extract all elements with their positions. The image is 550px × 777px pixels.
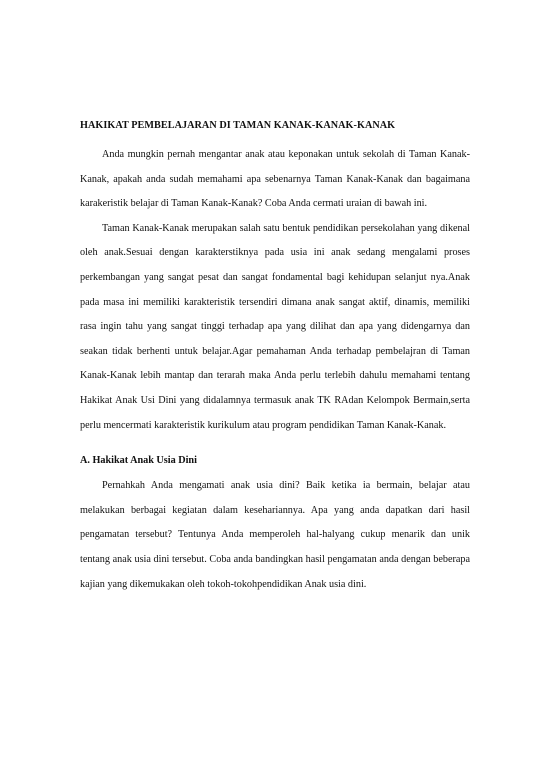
body-paragraph: Taman Kanak-Kanak merupakan salah satu bentuk pendidikan persekolahan yang dikenal oleh anak.Sesuai dengan karakterstiknya pada usia ini anak sedang mengalami proses perkembangan yang sangat pesat dan sangat fondamental bagi kehidupan selanjut nya.Anak pada masa ini memiliki karakteristik tersendiri dimana anak sangat aktif, dinamis, memiliki rasa ingin tahu yang sangat tinggi terhadap apa yang dilihat dan apa yang didengarnya dan seakan tidak berhenti untuk belajar.Agar pemahaman Anda terhadap pembelajran di Taman Kanak-Kanak lebih mantap dan terarah maka Anda perlu terlebih dahulu memahami tentang Hakikat Anak Usi Dini yang didalamnya termasuk anak TK RAdan Kelompok Bermain,serta perlu mencermati karakteristik kurikulum atau program pendidikan Taman Kanak-Kanak. (80, 222, 470, 431)
document-title: HAKIKAT PEMBELAJARAN DI TAMAN KANAK-KANAK-KANAK (80, 120, 396, 131)
section-paragraph: Pernahkah Anda mengamati anak usia dini? Baik ketika ia bermain, belajar atau melakukan berbagai kegiatan dalam kesehariannya. Apa yang anda dapatkan dari hasil pengamatan tersebut? Tentunya Anda memperoleh hal-halyang cukup menarik dan unik tentang anak usia dini tersebut. Coba anda bandingkan hasil pengamatan anda dengan beberapa kajian yang dikemukakan oleh tokoh-tokohpendidikan Anak usia dini. (80, 480, 470, 590)
section-heading: A. Hakikat Anak Usia Dini (80, 455, 197, 467)
intro-paragraph: Anda mungkin pernah mengantar anak atau keponakan untuk sekolah di Taman Kanak-Kanak, apakah anda sudah memahami apa sebenarnya Taman Kanak-Kanak dan bagaimana karakeristik belajar di Taman Kanak-Kanak? Coba Anda cermati uraian di bawah ini. (80, 149, 470, 210)
